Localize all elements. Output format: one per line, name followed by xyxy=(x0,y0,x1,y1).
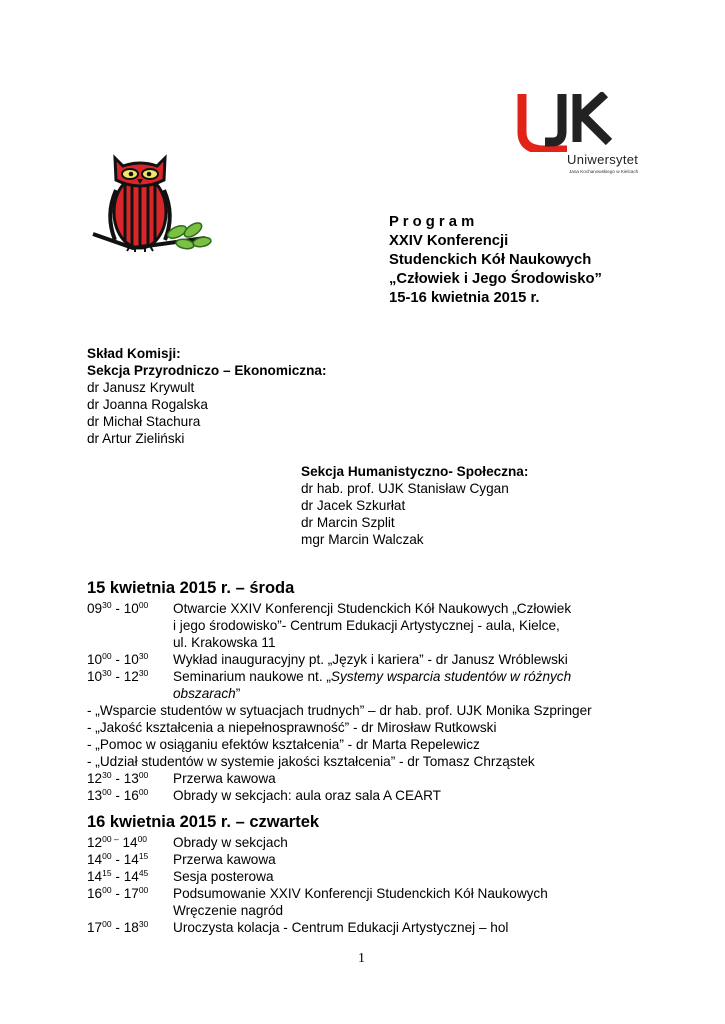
schedule-time: $10^{30} - 12^{30}$ xyxy=(87,668,149,684)
section2-member: dr hab. prof. UJK Stanisław Cygan xyxy=(301,481,509,496)
schedule-time: $17^{00} - 18^{30}$ xyxy=(87,919,149,935)
schedule-description: Przerwa kawowa xyxy=(173,852,276,867)
schedule-time: $09^{30} - 10^{00}$ xyxy=(87,600,149,616)
schedule-description: ul. Krakowska 11 xyxy=(173,635,276,650)
section1-member: dr Michał Stachura xyxy=(87,414,201,429)
schedule-description: Sesja posterowa xyxy=(173,869,274,884)
section1-member: dr Janusz Krywult xyxy=(87,380,195,395)
logo-subname: Jana Kochanowskiego w Kielcach xyxy=(569,169,639,174)
logo-name: Uniwersytet xyxy=(567,152,639,167)
schedule-description: Wręczenie nagród xyxy=(173,903,284,918)
schedule-description: Przerwa kawowa xyxy=(173,771,276,786)
talk-item: - „Pomoc w osiąganiu efektów kształcenia” - dr Marta Repelewicz xyxy=(87,737,480,752)
ujk-logo xyxy=(517,92,647,182)
section1-member: dr Joanna Rogalska xyxy=(87,397,208,412)
schedule-description: Otwarcie XXIV Konferencji Studenckich Kół Naukowych „Człowiek xyxy=(173,601,572,616)
talk-item: - „Wsparcie studentów w sytuacjach trudnych” – dr hab. prof. UJK Monika Szpringer xyxy=(87,703,592,718)
program-heading xyxy=(389,213,602,308)
day2-title: 16 kwietnia 2015 r. – czwartek xyxy=(87,813,320,831)
schedule-description: Obrady w sekcjach: aula oraz sala A CEART xyxy=(173,788,441,803)
schedule-time: $12^{00 -}$ $14^{00}$ xyxy=(87,834,148,850)
program-line1: XXIV Konferencji xyxy=(389,233,509,249)
day1-title: 15 kwietnia 2015 r. – środa xyxy=(87,579,295,597)
schedule-description: Uroczysta kolacja - Centrum Edukacji Artystycznej – hol xyxy=(173,920,509,935)
talk-item: - „Udział studentów w systemie jakości kształcenia” - dr Tomasz Chrząstek xyxy=(87,754,535,769)
schedule-time: $16^{00} - 17^{00}$ xyxy=(87,885,149,901)
section2-member: mgr Marcin Walczak xyxy=(301,532,424,547)
commission-heading: Skład Komisji: xyxy=(87,346,181,361)
section2-member: dr Marcin Szplit xyxy=(301,515,395,530)
schedule-time: $12^{30} - 13^{00}$ xyxy=(87,770,149,786)
owl-illustration xyxy=(85,150,215,260)
schedule-description: Podsumowanie XXIV Konferencji Studenckich Kół Naukowych xyxy=(173,886,548,901)
page-number: 1 xyxy=(358,951,365,966)
section2-member: dr Jacek Szkurłat xyxy=(301,498,406,513)
schedule-time: $13^{00} - 16^{00}$ xyxy=(87,787,149,803)
program-line4: 15-16 kwietnia 2015 r. xyxy=(389,290,540,306)
program-word: P r o g r a m xyxy=(389,214,475,230)
schedule-description: Obrady w sekcjach xyxy=(173,835,288,850)
ujk-logo-mark xyxy=(517,92,627,152)
section2-title: Sekcja Humanistyczno- Społeczna: xyxy=(301,464,529,479)
schedule-time: $10^{00} - 10^{30}$ xyxy=(87,651,149,667)
program-line3: „Człowiek i Jego Środowisko” xyxy=(389,271,602,287)
talk-item: - „Jakość kształcenia a niepełnosprawność” - dr Mirosław Rutkowski xyxy=(87,720,497,735)
schedule-description: Wykład inauguracyjny pt. „Język i kariera” - dr Janusz Wróblewski xyxy=(173,652,568,667)
section1-member: dr Artur Zieliński xyxy=(87,431,185,446)
section1-title: Sekcja Przyrodniczo – Ekonomiczna: xyxy=(87,363,327,378)
schedule-description: i jego środowisko”- Centrum Edukacji Artystycznej - aula, Kielce, xyxy=(173,618,560,633)
schedule-time: $14^{15} - 14^{45}$ xyxy=(87,868,149,884)
program-line2: Studenckich Kół Naukowych xyxy=(389,252,592,268)
schedule-description: Seminarium naukowe nt. „Systemy wsparcia studentów w różnych xyxy=(173,669,572,684)
schedule-time: $14^{00} - 14^{15}$ xyxy=(87,851,149,867)
schedule-description: obszarach” xyxy=(173,686,241,701)
